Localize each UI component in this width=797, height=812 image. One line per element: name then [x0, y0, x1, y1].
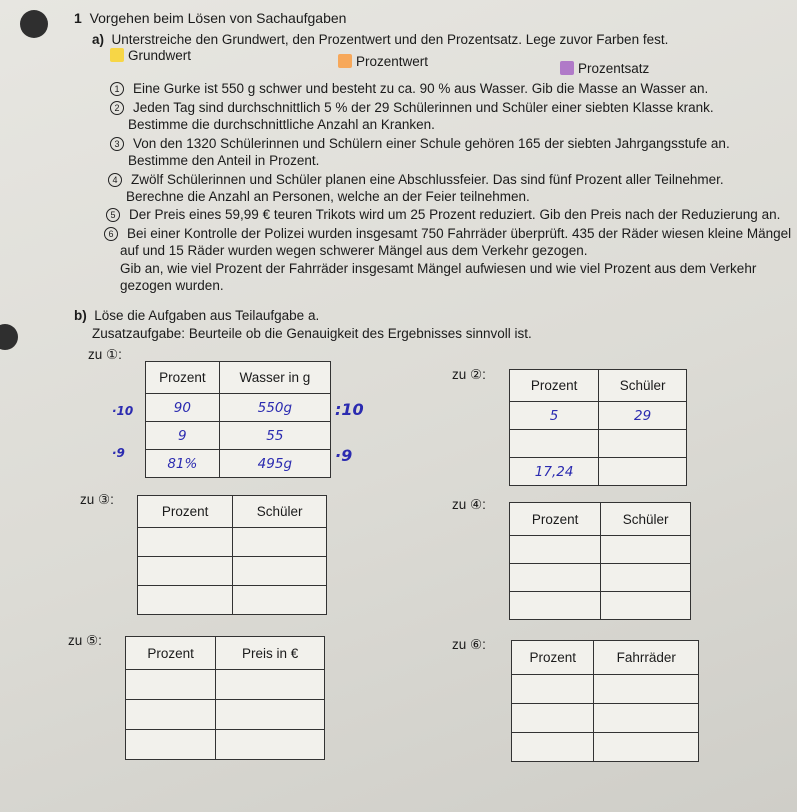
part-b-instruction: b) Löse die Aufgaben aus Teilaufgabe a. — [74, 308, 320, 323]
handwritten-left-op: ·9 — [112, 446, 125, 460]
task-6-line2: auf und 15 Räder wurden wegen schwerer Mängel aus dem Verkehr gezogen. — [120, 243, 588, 258]
task-6-line4: gezogen wurden. — [120, 278, 224, 293]
table-6-label: zu ⑥: — [452, 637, 486, 652]
task-5: 5 Der Preis eines 59,99 € teuren Trikots wird um 25 Prozent reduziert. Gib den Preis nach der Reduzierung an. — [106, 207, 780, 222]
table-cell[interactable]: 90 — [146, 394, 220, 422]
table-header: Prozent — [126, 637, 216, 670]
task-4: 4 Zwölf Schülerinnen und Schüler planen eine Abschlussfeier. Das sind fünf Prozent aller Teilnehmer. — [108, 172, 724, 187]
table-header: Prozent — [510, 370, 599, 402]
table-5 — [125, 636, 325, 760]
table-cell[interactable] — [510, 430, 599, 458]
table-cell[interactable] — [599, 458, 687, 486]
handwritten-right-op: :10 — [335, 400, 364, 419]
table-cell[interactable] — [594, 675, 699, 704]
swatch-yellow-icon — [110, 48, 124, 62]
table-5-label: zu ⑤: — [68, 633, 102, 648]
table-1-label: zu ①: — [88, 347, 122, 362]
table-cell[interactable]: 55 — [219, 422, 330, 450]
table-cell[interactable] — [512, 733, 594, 762]
table-cell[interactable] — [233, 528, 327, 557]
table-header: Prozent — [510, 503, 601, 536]
handwritten-left-op: ·10 — [112, 404, 134, 418]
task-4-line2: Berechne die Anzahl an Personen, welche an der Feier teilnehmen. — [126, 189, 530, 204]
table-cell[interactable] — [594, 704, 699, 733]
table-cell[interactable] — [601, 536, 691, 564]
table-header: Schüler — [601, 503, 691, 536]
table-header: Schüler — [599, 370, 687, 402]
table-header: Prozent — [138, 496, 233, 528]
task-6: 6 Bei einer Kontrolle der Polizei wurden insgesamt 750 Fahrräder überprüft. 435 der Räder wiesen kleine Mängel — [104, 226, 791, 241]
handwritten-right-op: ·9 — [335, 446, 353, 465]
table-cell[interactable] — [512, 704, 594, 733]
table-cell[interactable]: 29 — [599, 402, 687, 430]
binder-hole — [0, 324, 18, 350]
table-cell[interactable] — [599, 430, 687, 458]
table-cell[interactable] — [216, 670, 325, 700]
part-b-extra: Zusatzaufgabe: Beurteile ob die Genauigkeit des Ergebnisses sinnvoll ist. — [92, 326, 532, 341]
swatch-purple-icon — [560, 61, 574, 75]
table-cell[interactable]: 81% — [146, 450, 220, 478]
table-cell[interactable] — [138, 557, 233, 586]
table-cell[interactable] — [601, 592, 691, 620]
table-3-label: zu ③: — [80, 492, 114, 507]
table-3 — [137, 495, 327, 615]
table-cell[interactable]: 495g — [219, 450, 330, 478]
binder-hole — [20, 10, 48, 38]
table-cell[interactable]: 5 — [510, 402, 599, 430]
table-cell[interactable] — [510, 536, 601, 564]
task-2-line2: Bestimme die durchschnittliche Anzahl an Kranken. — [128, 117, 435, 132]
table-header: Wasser in g — [219, 362, 330, 394]
legend-grundwert: Grundwert — [110, 48, 191, 63]
table-cell[interactable]: 550g — [219, 394, 330, 422]
table-cell[interactable]: 9 — [146, 422, 220, 450]
table-cell[interactable] — [126, 730, 216, 760]
table-cell[interactable] — [512, 675, 594, 704]
task-heading: 1 Vorgehen beim Lösen von Sachaufgaben — [74, 10, 347, 26]
table-cell[interactable] — [233, 557, 327, 586]
table-cell[interactable] — [216, 730, 325, 760]
table-header: Schüler — [233, 496, 327, 528]
swatch-orange-icon — [338, 54, 352, 68]
task-2: 2 Jeden Tag sind durchschnittlich 5 % der 29 Schülerinnen und Schüler einer siebten Klasse krank. — [110, 100, 714, 115]
task-3: 3 Von den 1320 Schülerinnen und Schülern einer Schule gehören 165 der siebten Jahrgangsstufe an. — [110, 136, 730, 151]
part-a-instruction: a) Unterstreiche den Grundwert, den Prozentwert und den Prozentsatz. Lege zuvor Farben fest. — [92, 32, 669, 47]
table-cell[interactable] — [126, 670, 216, 700]
table-header: Prozent — [146, 362, 220, 394]
task-1: 1 Eine Gurke ist 550 g schwer und besteht zu ca. 90 % aus Wasser. Gib die Masse an Wasser an. — [110, 81, 708, 96]
table-1 — [145, 361, 331, 478]
task-3-line2: Bestimme den Anteil in Prozent. — [128, 153, 320, 168]
table-cell[interactable]: 17,24 — [510, 458, 599, 486]
table-cell[interactable] — [601, 564, 691, 592]
table-cell[interactable] — [510, 564, 601, 592]
table-4-label: zu ④: — [452, 497, 486, 512]
table-cell[interactable] — [216, 700, 325, 730]
table-2-label: zu ②: — [452, 367, 486, 382]
table-header: Fahrräder — [594, 641, 699, 675]
legend-prozentsatz: Prozentsatz — [560, 61, 649, 76]
table-2 — [509, 369, 687, 486]
legend-prozentwert: Prozentwert — [338, 54, 428, 69]
table-cell[interactable] — [233, 586, 327, 615]
task-6-line3: Gib an, wie viel Prozent der Fahrräder insgesamt Mängel aufwiesen und wie viel Prozent aus dem Verkehr — [120, 261, 757, 276]
table-header: Preis in € — [216, 637, 325, 670]
table-6 — [511, 640, 699, 762]
table-4 — [509, 502, 691, 620]
table-cell[interactable] — [594, 733, 699, 762]
table-cell[interactable] — [138, 528, 233, 557]
table-cell[interactable] — [126, 700, 216, 730]
table-cell[interactable] — [510, 592, 601, 620]
table-header: Prozent — [512, 641, 594, 675]
table-cell[interactable] — [138, 586, 233, 615]
